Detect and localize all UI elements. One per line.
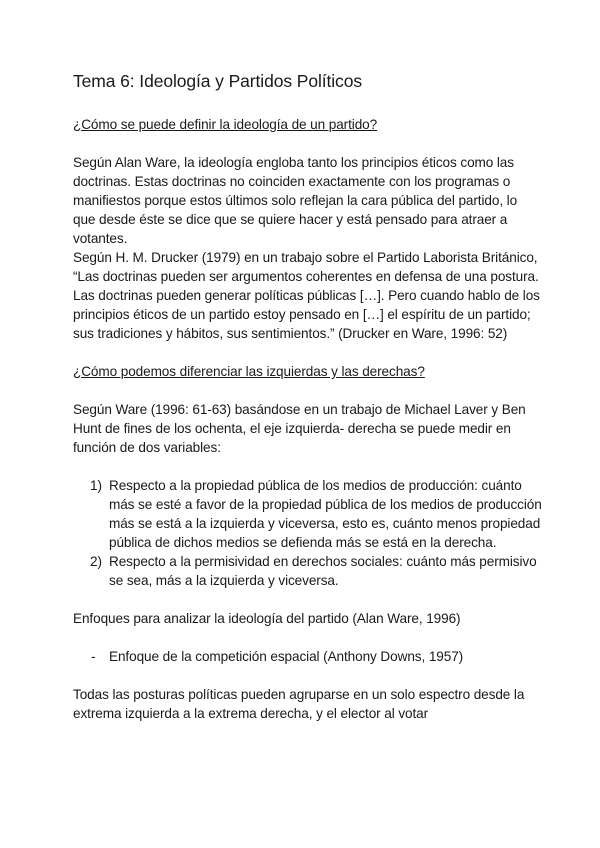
list-item-number: 1) bbox=[90, 478, 102, 493]
paragraph-approaches: Enfoques para analizar la ideología del partido (Alan Ware, 1996) bbox=[73, 611, 461, 626]
section-heading-left-right: ¿Cómo podemos diferenciar las izquierdas y las derechas? bbox=[73, 364, 425, 379]
list-item-text: Respecto a la permisividad en derechos sociales: cuánto más permisivo se sea, más a la izquierda y viceversa. bbox=[109, 554, 537, 588]
list-item bbox=[73, 476, 543, 552]
paragraph-spectrum: Todas las posturas políticas pueden agruparse en un solo espectro desde la extrema izquierda a la extrema derecha, y el elector al votar bbox=[73, 687, 525, 721]
bullet-text: Enfoque de la competición espacial (Anthony Downs, 1957) bbox=[109, 649, 464, 664]
document-title: Tema 6: Ideología y Partidos Políticos bbox=[73, 71, 362, 91]
list-item-number: 2) bbox=[90, 554, 102, 569]
bullet-item bbox=[73, 647, 543, 666]
paragraph-drucker-quote: Según H. M. Drucker (1979) en un trabajo sobre el Partido Laborista Británico, “Las doctrinas pueden ser argumentos coherentes en defensa de una postura. Las doctrinas pueden generar políticas públicas […]. Pero cuando hablo de los principios éticos de un partido estoy pensado en […] el espíritu de un partido; sus tradiciones y hábitos, sus sentimientos.” (Drucker en Ware, 1996: 52) bbox=[73, 250, 540, 341]
paragraph-ware-definition: Según Alan Ware, la ideología engloba tanto los principios éticos como las doctrinas. Estas doctrinas no coinciden exactamente con los programas o manifiestos porque estos últimos solo reflejan la cara pública del partido, lo que desde éste se dice que se quiere hacer y está pensado para atraer a votantes. bbox=[73, 155, 518, 246]
paragraph-ware-variables: Según Ware (1996: 61-63) basándose en un trabajo de Michael Laver y Ben Hunt de fines de los ochenta, el eje izquierda- derecha se puede medir en función de dos variables: bbox=[73, 402, 526, 455]
list-item bbox=[73, 552, 543, 590]
document-page bbox=[73, 70, 543, 723]
list-item-text: Respecto a la propiedad pública de los medios de producción: cuánto más se esté a favor de la propiedad pública de los medios de producción más se está a la izquierda y viceversa, esto es, cuánto menos propiedad pública de dichos medios se defienda más se está en la derecha. bbox=[109, 478, 542, 550]
numbered-list bbox=[73, 476, 543, 590]
bullet-marker: - bbox=[91, 649, 96, 664]
section-heading-ideology: ¿Cómo se puede definir la ideología de un partido? bbox=[73, 117, 378, 132]
bullet-list bbox=[73, 647, 543, 666]
